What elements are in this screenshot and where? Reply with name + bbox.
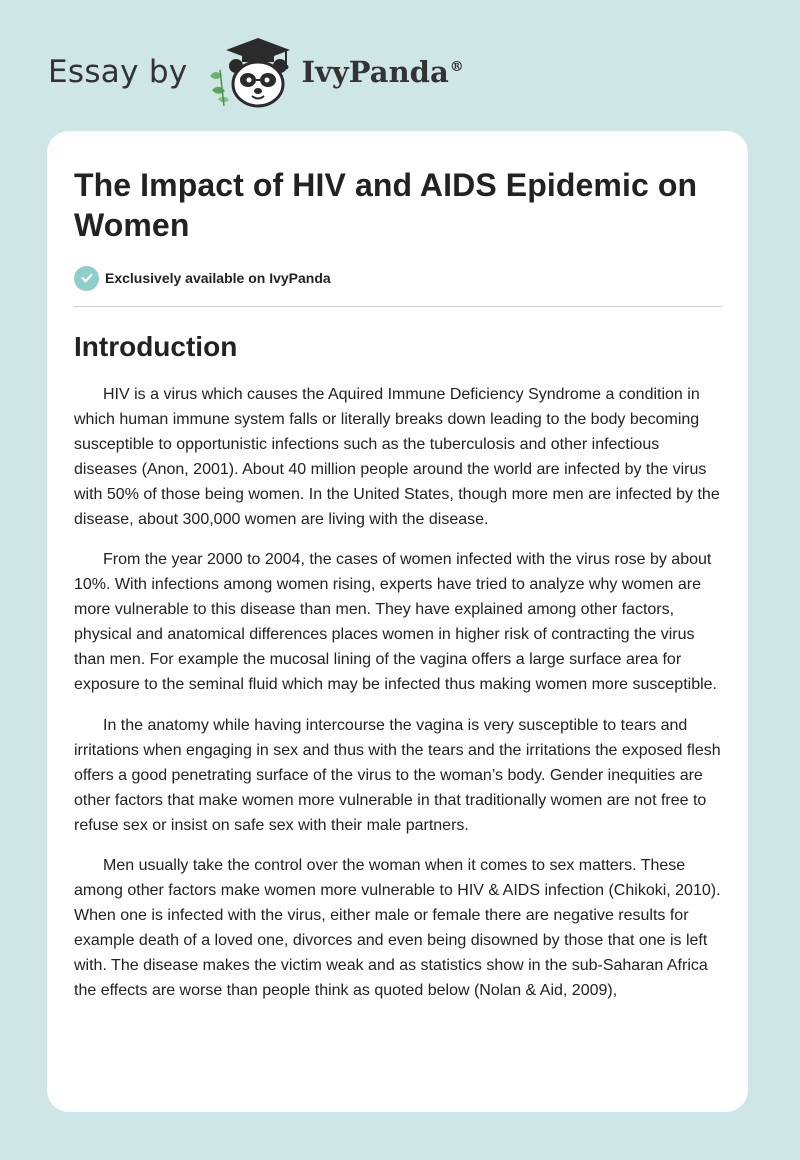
essay-card xyxy=(47,131,748,1112)
brand-name xyxy=(302,55,464,89)
page-title: The Impact of HIV and AIDS Epidemic on Women xyxy=(74,167,698,243)
paragraph: From the year 2000 to 2004, the cases of women infected with the virus rose by about 10%. With infections among women rising, experts have tried to analyze why women are more vulnerable to this disease than men. They have explained among other factors, physical and anatomical differences places women in higher risk of contracting the virus than men. For example the mucosal lining of the vagina offers a large surface area for exposure to the seminal fluid which may be infected thus making women more susceptible. xyxy=(74,551,717,693)
site-logo[interactable] xyxy=(48,36,464,108)
brand-name-text: IvyPanda xyxy=(301,55,449,89)
registered-mark: ® xyxy=(449,59,464,76)
badge-text: Exclusively available on IvyPanda xyxy=(105,270,331,286)
paragraph: HIV is a virus which causes the Aquired Immune Deficiency Syndrome a condition in which human immune system falls or literally breaks down leading to the body becoming susceptible to opportunistic infections such as the tuberculosis and other infectious diseases (Anon, 2001). About 40 million people around the world are infected by the virus with 50% of those being women. In the United States, though more men are infected by the disease, about 300,000 women are living with the disease. xyxy=(74,386,720,528)
check-icon xyxy=(74,266,99,291)
section-heading: Introduction xyxy=(74,331,238,362)
panda-mascot-icon xyxy=(206,36,298,108)
brand-prefix: Essay by xyxy=(48,54,188,90)
exclusive-badge xyxy=(74,265,722,291)
paragraph: In the anatomy while having intercourse the vagina is very susceptible to tears and irritations when engaging in sex and thus with the tears and the irritations the exposed flesh offers a good penetrating surface of the virus to the woman’s body. Gender inequities are other factors that make women more vulnerable in that traditionally women are not free to refuse sex or insist on safe sex with their male partners. xyxy=(74,716,721,834)
divider xyxy=(74,306,722,307)
paragraph: Men usually take the control over the woman when it comes to sex matters. These among other factors make women more vulnerable to HIV & AIDS infection (Chikoki, 2010). When one is infected with the virus, either male or female there are negative results for example death of a loved one, divorces and even being disowned by those that one is left with. The disease makes the victim weak and as statistics show in the sub-Saharan Africa the effects are worse than people think as quoted below (Nolan & Aid, 2009), xyxy=(74,857,721,999)
